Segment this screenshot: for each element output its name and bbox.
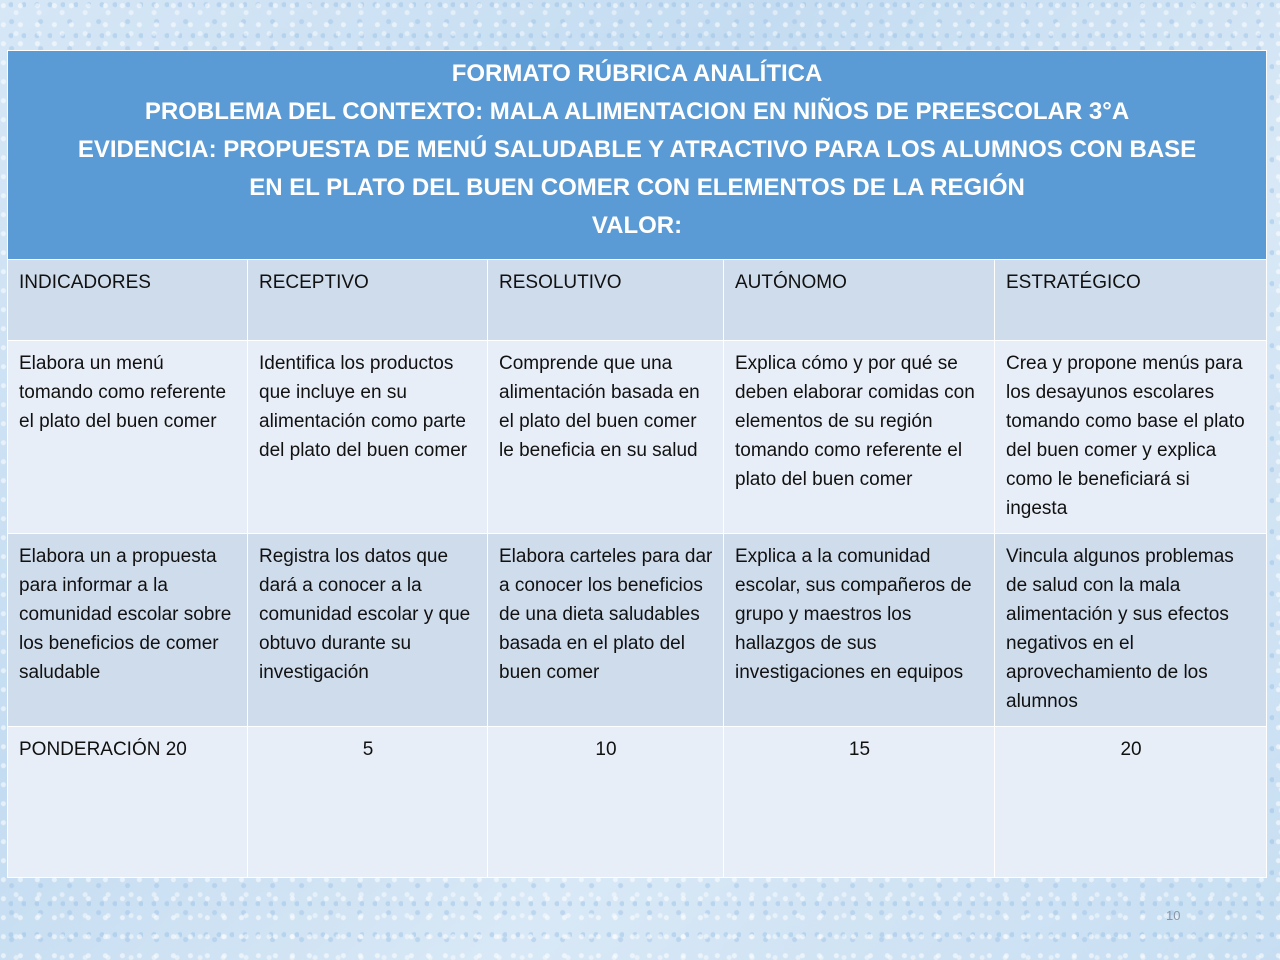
header-problem: PROBLEMA DEL CONTEXTO: MALA ALIMENTACION EN NIÑOS DE PREESCOLAR 3°A — [144, 98, 1130, 125]
column-header-autonomo: AUTÓNOMO — [724, 260, 995, 341]
table-row — [8, 341, 1267, 534]
score-receptivo: 5 — [248, 727, 488, 878]
table-cell: Registra los datos que dará a conocer a la comunidad escolar y que obtuvo durante su investigación — [248, 534, 488, 727]
table-cell: Elabora carteles para dar a conocer los beneficios de una dieta saludables basada en el plato del buen comer — [488, 534, 724, 727]
table-cell: Crea y propone menús para los desayunos escolares tomando como base el plato del buen comer y explica como le beneficiará si ingesta — [995, 341, 1267, 534]
table-row — [8, 534, 1267, 727]
rubric-header — [8, 51, 1267, 260]
table-cell: Explica a la comunidad escolar, sus compañeros de grupo y maestros los hallazgos de sus investigaciones en equipos — [724, 534, 995, 727]
ponderacion-row — [8, 727, 1267, 878]
score-resolutivo: 10 — [488, 727, 724, 878]
table-cell: Elabora un a propuesta para informar a la comunidad escolar sobre los beneficios de comer saludable — [8, 534, 248, 727]
ponderacion-label: PONDERACIÓN 20 — [8, 727, 248, 878]
header-value: VALOR: — [591, 212, 683, 239]
score-estrategico: 20 — [995, 727, 1267, 878]
table-cell: Elabora un menú tomando como referente el plato del buen comer — [8, 341, 248, 534]
column-header-resolutivo: RESOLUTIVO — [488, 260, 724, 341]
rubric-table — [7, 50, 1267, 878]
table-cell: Vincula algunos problemas de salud con la mala alimentación y sus efectos negativos en el aprovechamiento de los alumnos — [995, 534, 1267, 727]
header-evidence-cont: EN EL PLATO DEL BUEN COMER CON ELEMENTOS DE LA REGIÓN — [249, 174, 1025, 201]
header-evidence: EVIDENCIA: PROPUESTA DE MENÚ SALUDABLE Y ATRACTIVO PARA LOS ALUMNOS CON BASE — [77, 136, 1197, 163]
column-header-estrategico: ESTRATÉGICO — [995, 260, 1267, 341]
table-cell: Identifica los productos que incluye en su alimentación como parte del plato del buen comer — [248, 341, 488, 534]
page-number: 10 — [1166, 908, 1181, 923]
header-title: FORMATO RÚBRICA ANALÍTICA — [451, 60, 823, 87]
column-header-indicadores: INDICADORES — [8, 260, 248, 341]
column-header-row — [8, 260, 1267, 341]
score-autonomo: 15 — [724, 727, 995, 878]
table-cell: Comprende que una alimentación basada en el plato del buen comer le beneficia en su salud — [488, 341, 724, 534]
table-cell: Explica cómo y por qué se deben elaborar comidas con elementos de su región tomando como referente el plato del buen comer — [724, 341, 995, 534]
column-header-receptivo: RECEPTIVO — [248, 260, 488, 341]
